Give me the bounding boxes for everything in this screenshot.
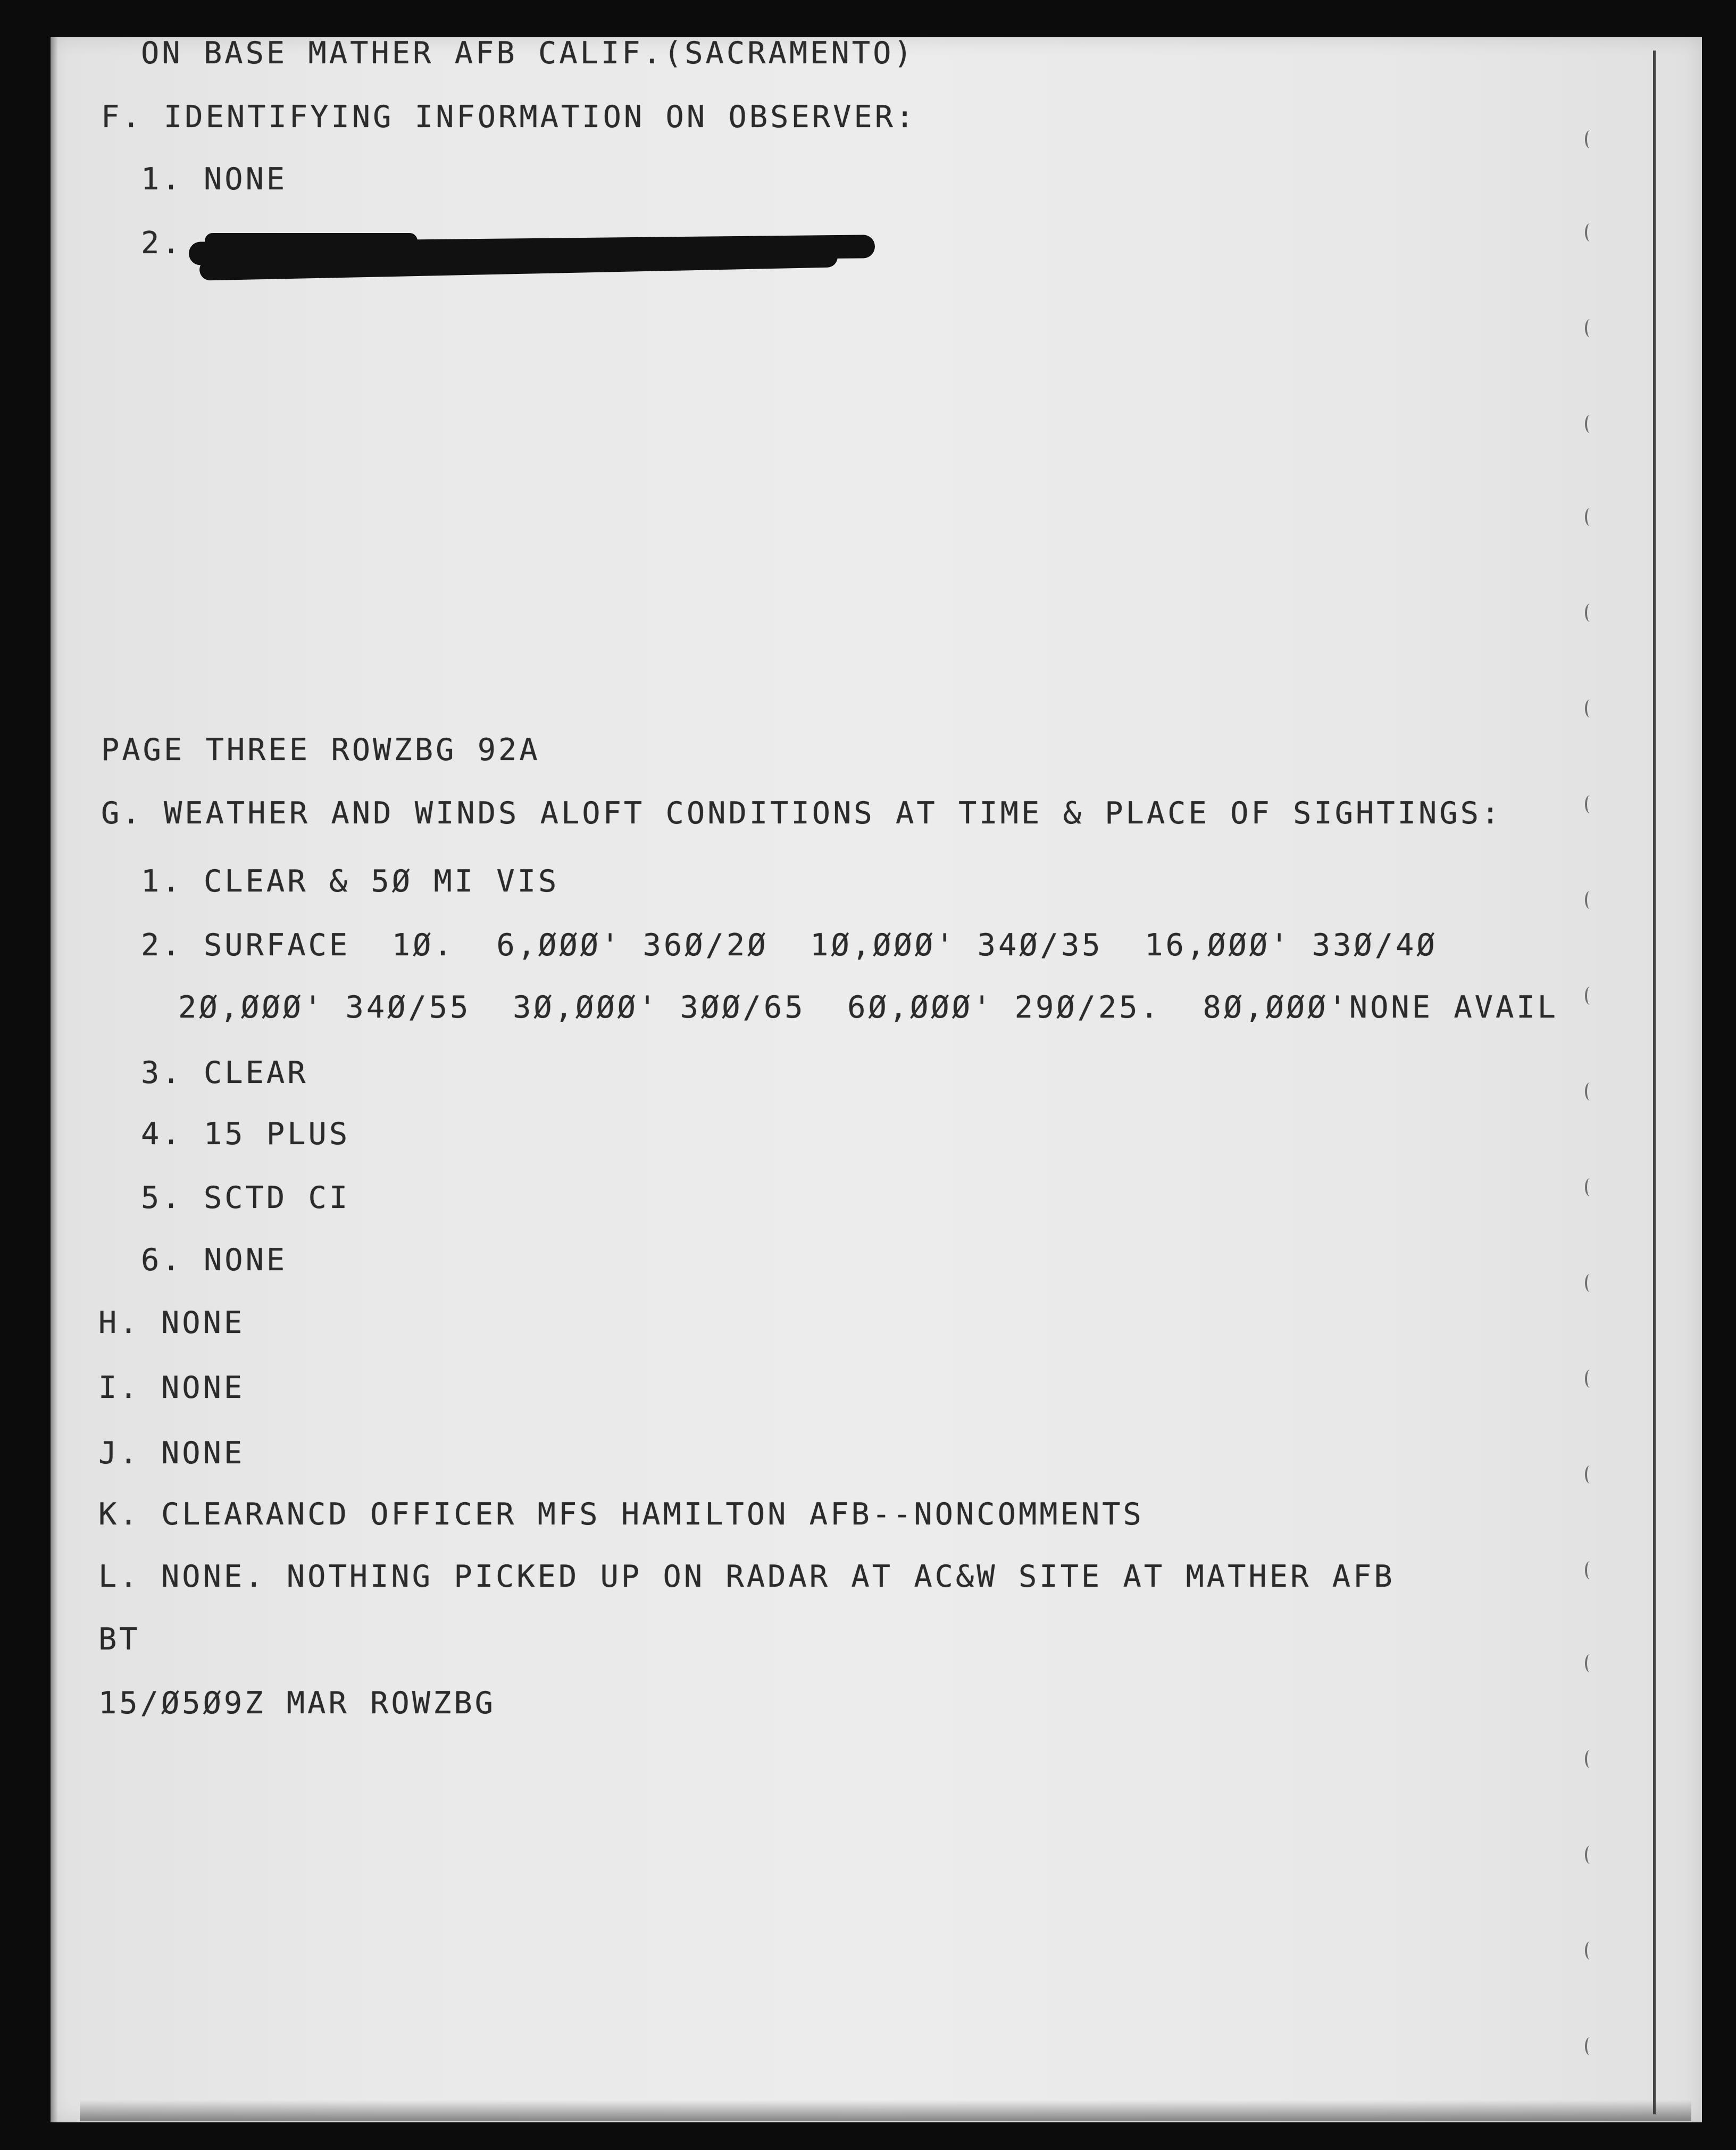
section-j: J. NONE: [98, 1436, 245, 1471]
section-g-item-5: 5. SCTD CI: [141, 1180, 350, 1215]
section-i: I. NONE: [98, 1370, 245, 1405]
feed-hole-mark: [1585, 1846, 1595, 1864]
location-line: ON BASE MATHER AFB CALIF.(SACRAMENTO): [141, 36, 915, 71]
right-margin-rule: [1653, 51, 1656, 2114]
section-f-heading: F. IDENTIFYING INFORMATION ON OBSERVER:: [101, 99, 917, 135]
section-f-item-2-number: 2.: [141, 226, 183, 261]
feed-hole-mark: [1585, 1178, 1595, 1196]
feed-hole-mark: [1585, 987, 1595, 1005]
feed-hole-mark: [1585, 1654, 1595, 1672]
feed-hole-mark: [1585, 2037, 1595, 2055]
section-g-item-4: 4. 15 PLUS: [141, 1116, 350, 1152]
section-k: K. CLEARANCD OFFICER MFS HAMILTON AFB--NONCOMMENTS: [98, 1497, 1144, 1532]
feed-hole-mark: [1585, 1274, 1595, 1292]
feed-hole-mark: [1585, 1941, 1595, 1960]
date-time-group: 15/Ø5Ø9Z MAR ROWZBG: [98, 1686, 496, 1721]
feed-hole-mark: [1585, 1082, 1595, 1101]
section-g-item-2-continued: 2Ø,ØØØ' 34Ø/55 3Ø,ØØØ' 3ØØ/65 6Ø,ØØØ' 29Ø/25. 8Ø,ØØØ'NONE AVAIL: [178, 990, 1558, 1025]
feed-hole-mark: [1585, 1370, 1595, 1388]
feed-hole-mark: [1585, 415, 1595, 433]
section-g-item-1: 1. CLEAR & 5Ø MI VIS: [141, 864, 560, 899]
page-header: PAGE THREE ROWZBG 92A: [101, 732, 540, 768]
feed-hole-mark: [1585, 508, 1595, 526]
section-l: L. NONE. NOTHING PICKED UP ON RADAR AT AC&W SITE AT MATHER AFB: [98, 1559, 1395, 1594]
feed-hole-mark: [1585, 1561, 1595, 1579]
feed-hole-mark: [1585, 604, 1595, 622]
feed-hole-mark: [1585, 130, 1595, 148]
feed-hole-mark: [1585, 795, 1595, 813]
section-g-heading: G. WEATHER AND WINDS ALOFT CONDITIONS AT TIME & PLACE OF SIGHTINGS:: [101, 796, 1503, 831]
section-g-item-3: 3. CLEAR: [141, 1055, 308, 1090]
break-marker: BT: [98, 1622, 140, 1657]
section-f-item-1: 1. NONE: [141, 162, 288, 197]
feed-hole-mark: [1585, 699, 1595, 718]
section-h: H. NONE: [98, 1305, 245, 1340]
feed-hole-mark: [1585, 1465, 1595, 1484]
paper-edge-shadow: [51, 37, 58, 2122]
bottom-edge-shadow: [80, 2100, 1691, 2121]
redaction-mark: [189, 229, 875, 285]
feed-hole-mark: [1585, 891, 1595, 909]
feed-hole-mark: [1585, 1750, 1595, 1768]
feed-hole-mark: [1585, 223, 1595, 241]
section-g-item-2: 2. SURFACE 1Ø. 6,ØØØ' 36Ø/2Ø 1Ø,ØØØ' 34Ø/35 16,ØØØ' 33Ø/4Ø: [141, 928, 1438, 963]
feed-hole-mark: [1585, 319, 1595, 337]
section-g-item-6: 6. NONE: [141, 1243, 288, 1278]
